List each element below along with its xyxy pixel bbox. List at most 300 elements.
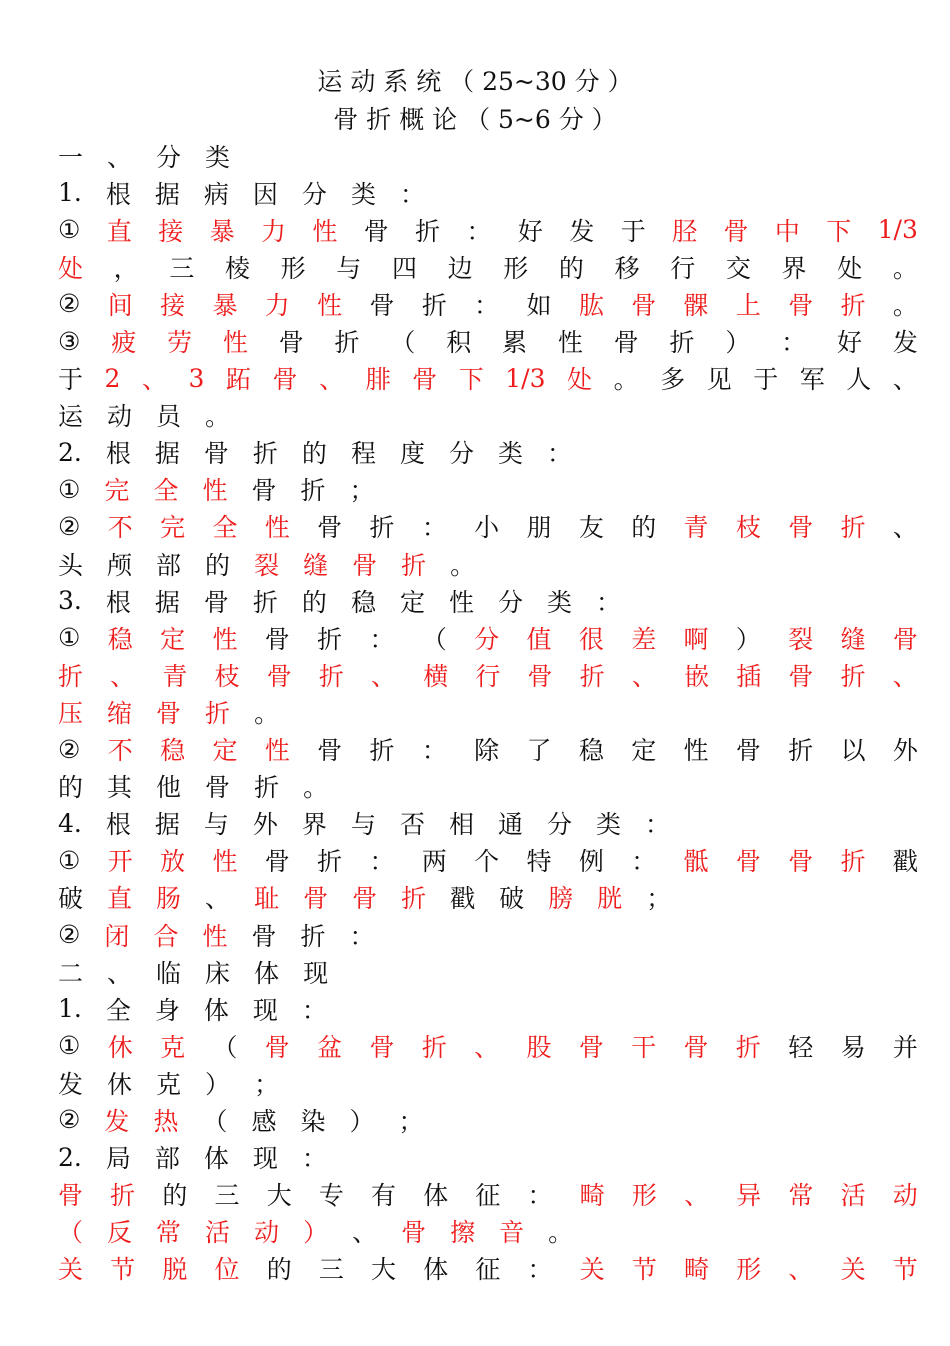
text-line [58,545,918,582]
text-run: 破 [499,884,525,914]
text-run: 形 [503,253,529,283]
text-run: 部 [156,550,182,580]
text-run: 除 [474,736,500,766]
highlighted-term: 骨 [264,1032,290,1062]
text-run: 与 [350,810,376,840]
text-line [58,248,918,285]
text-run: ： [474,290,500,320]
text-line [58,842,918,879]
text-run: 骨 [205,773,231,803]
highlighted-term: 骨 [412,365,438,395]
text-run: ② [58,1105,81,1135]
text-run: 与 [336,253,362,283]
text-run: ； [254,1069,280,1099]
text-run: 于 [753,365,779,395]
text-run: 与 [203,810,229,840]
highlighted-term: 全 [153,476,179,506]
text-run: 骨 [317,513,343,543]
text-run: 现 [252,995,278,1025]
text-run: ： [349,921,375,951]
text-run: ① [58,215,81,245]
text-run: 现 [252,1144,278,1174]
text-run: 人 [846,365,872,395]
text-run: 于 [58,365,84,395]
text-run: 形 [280,253,306,283]
text-run: ： [399,179,425,209]
highlighted-term: 、 [474,1032,500,1062]
highlighted-term: 性 [317,290,343,320]
text-run: 骨 [278,328,304,358]
text-run: 折 [421,290,447,320]
highlighted-term: 放 [160,847,186,877]
text-run: 外 [892,736,918,766]
text-run: 、 [107,958,133,988]
text-run: 折 [300,921,326,951]
highlighted-term: 劳 [167,328,193,358]
highlighted-term: 休 [107,1032,133,1062]
text-run: 骨 [363,216,389,246]
highlighted-term: 性 [222,328,248,358]
text-run: 两 [421,847,447,877]
highlighted-term: 性 [312,216,338,246]
text-run: ② [58,511,81,541]
highlighted-term: 、 [371,661,397,691]
text-run: 破 [58,884,84,914]
text-run: 骨 [264,624,290,654]
highlighted-term: 干 [631,1032,657,1062]
text-line [58,322,918,359]
highlighted-term: 、 [141,365,167,395]
text-line [58,953,918,990]
text-run: 据 [154,587,180,617]
highlighted-term: 骨 [369,1032,395,1062]
highlighted-term: 关 [58,1255,84,1285]
document-body [58,137,918,1287]
text-line [58,174,918,211]
highlighted-term: 完 [104,476,130,506]
highlighted-term: 2 [104,363,121,393]
highlighted-term: 耻 [254,884,280,914]
highlighted-term: 折 [840,513,866,543]
highlighted-term: 骨 [788,290,814,320]
text-run: 界 [781,253,807,283]
highlighted-term: 力 [260,216,286,246]
text-run: 。 [613,365,639,395]
highlighted-term: 骨 [683,1032,709,1062]
highlighted-term: 折 [840,290,866,320]
text-run: 克 [156,1069,182,1099]
text-line [58,990,918,1027]
highlighted-term: 1/3 [877,215,918,245]
text-run: 分 [156,142,182,172]
text-run: 1. [58,178,82,208]
highlighted-term: 3 [188,363,205,393]
highlighted-term: 缩 [107,698,133,728]
highlighted-term: 骨 [272,365,298,395]
highlighted-term: 性 [212,847,238,877]
text-run: （ [390,328,416,358]
text-run: 折 [252,439,278,469]
highlighted-term: 活 [205,1218,231,1248]
text-line [58,916,918,953]
text-run: ① [58,1031,81,1061]
text-run: ； [646,884,672,914]
text-run: 的 [162,1181,188,1211]
text-run: 床 [205,958,231,988]
highlighted-term: 折 [401,550,427,580]
highlighted-term: 全 [212,513,238,543]
text-line [58,1027,918,1064]
text-line [58,471,918,508]
text-run: 的 [205,550,231,580]
text-run: ： [421,513,447,543]
text-run: 大 [266,1181,292,1211]
highlighted-term: 折 [421,1032,447,1062]
text-run: 折 [369,513,395,543]
text-run: 根 [105,810,131,840]
text-run: ） [735,624,761,654]
text-run: 大 [371,1255,397,1285]
text-run: 发 [569,216,595,246]
text-line [58,211,918,248]
text-line [58,1213,918,1250]
text-run: ② [58,734,81,764]
highlighted-term: 性 [202,921,228,951]
highlighted-term: 骨 [578,1032,604,1062]
text-line [58,656,918,693]
text-run: 身 [154,995,180,1025]
text-line [58,731,918,768]
text-run: 骨 [369,290,395,320]
highlighted-term: 骨 [303,884,329,914]
text-run: 朋 [526,513,552,543]
text-run: ② [58,920,81,950]
text-run: 的 [558,253,584,283]
text-run: 类 [205,142,231,172]
text-run: 分 [497,587,523,617]
text-run: 体 [423,1181,449,1211]
text-run: 通 [497,810,523,840]
text-run: 一 [58,142,84,172]
text-run: 类 [596,810,622,840]
highlighted-term: 位 [214,1255,240,1285]
text-run: 骨 [735,736,761,766]
text-run: 分 [448,439,474,469]
highlighted-term: 闭 [104,921,130,951]
text-run: 1. [58,994,82,1024]
text-run: 定 [399,587,425,617]
text-run: 性 [683,736,709,766]
text-run: 折 [334,328,360,358]
highlighted-term: 肱 [578,290,604,320]
text-line [58,1250,918,1287]
text-run: ： [369,847,395,877]
text-run: 折 [669,328,695,358]
highlighted-term: 形 [631,1181,657,1211]
highlighted-term: 胫 [672,216,698,246]
text-run: 。 [450,550,476,580]
text-run: 、 [892,513,918,543]
text-run: 累 [502,328,528,358]
text-run: ： [527,1181,553,1211]
text-run: 小 [474,513,500,543]
text-run: 棱 [224,253,250,283]
text-run: 于 [620,216,646,246]
text-run: ③ [58,326,81,356]
text-run: 动 [107,402,133,432]
highlighted-term: 值 [526,624,552,654]
text-run: 其 [107,773,133,803]
text-run: 性 [557,328,583,358]
text-run: 二 [58,958,84,988]
highlighted-term: 青 [162,661,188,691]
text-run: ： [301,995,327,1025]
text-line [58,1101,918,1138]
main-title: 运 动 系 统 （ 25~30 分 ） [317,67,633,96]
text-run: 根 [105,587,131,617]
text-run: ① [58,623,81,653]
text-run: 运 [58,402,84,432]
highlighted-term: 处 [567,365,593,395]
highlighted-term: 骨 [156,698,182,728]
highlighted-term: 接 [158,216,184,246]
highlighted-term: 暴 [209,216,235,246]
text-run: 发 [58,1069,84,1099]
highlighted-term: 行 [475,661,501,691]
highlighted-term: 折 [205,698,231,728]
text-line [58,768,918,805]
text-run: 三 [169,253,195,283]
highlighted-term: 完 [160,513,186,543]
highlighted-term: 关 [840,1255,866,1285]
text-run: 界 [301,810,327,840]
highlighted-term: 、 [631,661,657,691]
highlighted-term: 克 [160,1032,186,1062]
text-run: 折 [252,587,278,617]
text-run: 特 [526,847,552,877]
highlighted-term: 骨 [352,884,378,914]
text-run: 全 [105,995,131,1025]
highlighted-term: 青 [683,513,709,543]
highlighted-term: 节 [892,1255,918,1285]
text-run: 折 [300,476,326,506]
text-run: 折 [369,736,395,766]
text-run: 感 [251,1106,277,1136]
text-run: 折 [415,216,441,246]
text-run: 骨 [203,439,229,469]
text-run: 外 [252,810,278,840]
highlighted-term: 骨 [892,624,918,654]
highlighted-term: 开 [107,847,133,877]
text-run: 体 [423,1255,449,1285]
highlighted-term: 、 [319,365,345,395]
text-run: 根 [105,439,131,469]
highlighted-term: 骨 [788,661,814,691]
highlighted-term: 性 [264,736,290,766]
highlighted-term: 折 [840,847,866,877]
text-run: 类 [497,439,523,469]
text-run: 分 [301,179,327,209]
text-run: 例 [578,847,604,877]
text-run: 性 [448,587,474,617]
text-run: 的 [301,439,327,469]
text-run: 、 [352,1218,378,1248]
text-run: 现 [303,958,329,988]
text-line [58,582,918,619]
text-run: 部 [154,1144,180,1174]
highlighted-term: 处 [58,253,84,283]
text-run: 了 [526,736,552,766]
text-line [58,285,918,322]
text-run: 好 [837,328,863,358]
highlighted-term: 、 [110,661,136,691]
text-line [58,805,918,842]
text-run: 临 [156,958,182,988]
text-run: 军 [799,365,825,395]
highlighted-term: 折 [579,661,605,691]
highlighted-term: 折 [840,661,866,691]
highlighted-term: 骨 [527,661,553,691]
text-run: 。 [303,773,329,803]
text-line [58,508,918,545]
highlighted-term: 、 [892,661,918,691]
text-run: 4. [58,808,82,838]
highlighted-term: 上 [735,290,761,320]
highlighted-term: 动 [892,1181,918,1211]
text-run: 2. [58,1142,82,1172]
highlighted-term: 插 [736,661,762,691]
text-run: 。 [892,290,918,320]
highlighted-term: 不 [107,513,133,543]
text-run: ： [547,439,573,469]
text-run: 头 [58,550,84,580]
text-run: 定 [631,736,657,766]
text-run: 折 [254,773,280,803]
text-run: 3. [58,586,82,616]
highlighted-term: 骨 [352,550,378,580]
text-line [58,434,918,471]
highlighted-term: 音 [499,1218,525,1248]
text-run: ： [421,736,447,766]
text-run: 并 [892,1032,918,1062]
highlighted-term: 骨 [788,513,814,543]
text-run: 骨 [613,328,639,358]
text-run: 颅 [107,550,133,580]
text-run: 如 [526,290,552,320]
highlighted-term: 发 [104,1106,130,1136]
text-line [58,879,918,916]
highlighted-term: 很 [578,624,604,654]
text-run: 的 [266,1255,292,1285]
highlighted-term: 性 [202,476,228,506]
text-run: ： [596,587,622,617]
highlighted-term: 折 [735,1032,761,1062]
text-run: ② [58,289,81,319]
text-run: （ [212,1032,238,1062]
text-run: 否 [399,810,425,840]
text-run: 发 [892,328,918,358]
text-run: 轻 [788,1032,814,1062]
text-run: ， [113,253,139,283]
text-run: 个 [474,847,500,877]
text-run: ： [781,328,807,358]
highlighted-term: 缝 [840,624,866,654]
text-run: ： [645,810,671,840]
text-run: 征 [475,1255,501,1285]
text-run: ： [466,216,492,246]
text-run: 见 [706,365,732,395]
text-run: （ [421,624,447,654]
highlighted-term: 、 [684,1181,710,1211]
highlighted-term: 股 [526,1032,552,1062]
text-run: ） [725,328,751,358]
highlighted-term: 肠 [156,884,182,914]
text-run: 。 [892,253,918,283]
highlighted-term: 骨 [788,847,814,877]
text-run: 。 [548,1218,574,1248]
highlighted-term: 常 [788,1181,814,1211]
highlighted-term: 压 [58,698,84,728]
highlighted-term: 反 [107,1218,133,1248]
text-run: 四 [391,253,417,283]
text-run: 戳 [892,847,918,877]
text-run: 分 [547,810,573,840]
text-run: 友 [578,513,604,543]
text-run: 休 [107,1069,133,1099]
highlighted-term: 跖 [225,365,251,395]
text-run: 根 [105,179,131,209]
text-run: 病 [203,179,229,209]
highlighted-term: 骨 [735,847,761,877]
text-run: 体 [254,958,280,988]
text-run: 据 [154,810,180,840]
text-run: 骨 [251,921,277,951]
highlighted-term: 动 [254,1218,280,1248]
text-run: ） [349,1106,375,1136]
highlighted-term: 性 [212,624,238,654]
text-run: 类 [547,587,573,617]
highlighted-term: 性 [264,513,290,543]
highlighted-term: 枝 [214,661,240,691]
highlighted-term: 髁 [683,290,709,320]
text-run: 骨 [203,587,229,617]
text-run: 据 [154,179,180,209]
text-line [58,1176,918,1213]
text-run: 、 [892,365,918,395]
highlighted-term: 骨 [401,1218,427,1248]
text-run: 有 [371,1181,397,1211]
text-run: 染 [300,1106,326,1136]
subtitle: 骨 折 概 论 （ 5~6 分 ） [333,105,617,134]
text-run: 积 [446,328,472,358]
text-run: 好 [517,216,543,246]
text-line [58,137,918,174]
text-run: 以 [840,736,866,766]
text-run: 相 [448,810,474,840]
text-run: 稳 [578,736,604,766]
highlighted-term: 接 [160,290,186,320]
highlighted-term: 缝 [303,550,329,580]
text-run: 征 [475,1181,501,1211]
text-run: 易 [840,1032,866,1062]
highlighted-term: 折 [58,661,84,691]
text-run: 戳 [450,884,476,914]
highlighted-term: 1/3 [505,363,546,393]
highlighted-term: 间 [107,290,133,320]
highlighted-term: 合 [153,921,179,951]
text-run: 三 [318,1255,344,1285]
highlighted-term: 骶 [683,847,709,877]
